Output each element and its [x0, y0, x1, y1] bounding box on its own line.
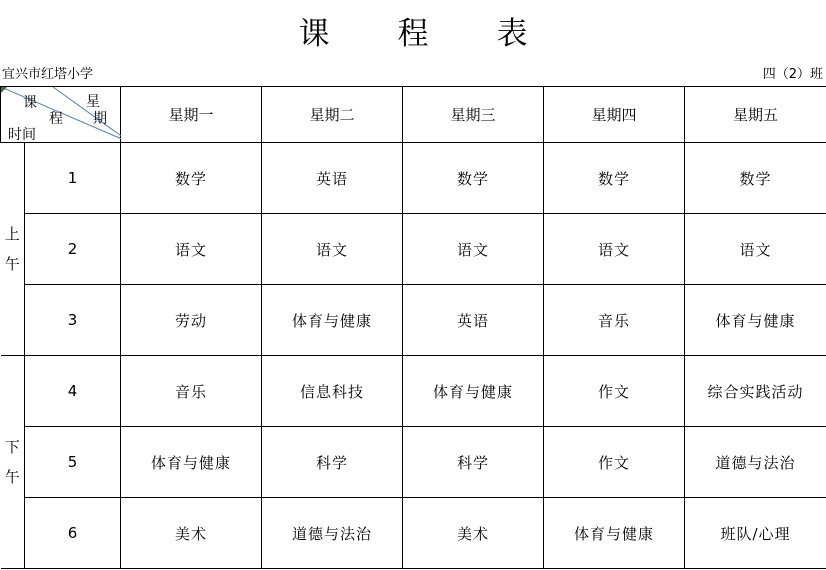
class-cell[interactable]: 语文	[544, 214, 685, 285]
period-number[interactable]: 4	[25, 356, 121, 427]
class-cell[interactable]: 道德与法治	[685, 427, 826, 498]
class-cell[interactable]: 数学	[685, 143, 826, 214]
class-cell[interactable]: 数学	[403, 143, 544, 214]
class-cell[interactable]: 体育与健康	[685, 285, 826, 356]
session-char: 上	[4, 225, 20, 243]
class-cell[interactable]: 数学	[544, 143, 685, 214]
class-cell[interactable]: 数学	[121, 143, 262, 214]
corner-weekday-char: 期	[93, 111, 107, 127]
class-cell[interactable]: 班队/心理	[685, 498, 826, 569]
session-afternoon[interactable]	[1, 356, 25, 569]
session-morning[interactable]	[1, 143, 25, 356]
session-char: 午	[4, 468, 20, 486]
class-cell[interactable]: 语文	[121, 214, 262, 285]
table-row	[1, 498, 826, 569]
class-cell[interactable]: 劳动	[121, 285, 262, 356]
table-row	[1, 143, 826, 214]
day-header-tue[interactable]: 星期二	[262, 87, 403, 143]
session-char: 下	[4, 438, 20, 456]
class-cell[interactable]: 科学	[403, 427, 544, 498]
class-cell[interactable]: 作文	[544, 427, 685, 498]
class-cell[interactable]: 英语	[262, 143, 403, 214]
title-char: 表	[496, 16, 528, 52]
table-row	[1, 285, 826, 356]
period-number[interactable]: 5	[25, 427, 121, 498]
corner-header-cell[interactable]	[1, 87, 121, 143]
timetable-title	[0, 8, 826, 53]
timetable-grid	[0, 86, 826, 569]
class-cell[interactable]: 综合实践活动	[685, 356, 826, 427]
class-cell[interactable]: 美术	[121, 498, 262, 569]
class-cell[interactable]: 语文	[403, 214, 544, 285]
class-cell[interactable]: 音乐	[121, 356, 262, 427]
class-cell[interactable]: 体育与健康	[544, 498, 685, 569]
school-name: 宜兴市红塔小学	[2, 67, 94, 82]
header-row	[1, 87, 826, 143]
period-number[interactable]: 2	[25, 214, 121, 285]
class-cell[interactable]: 音乐	[544, 285, 685, 356]
day-header-wed[interactable]: 星期三	[403, 87, 544, 143]
day-header-mon[interactable]: 星期一	[121, 87, 262, 143]
class-cell[interactable]: 科学	[262, 427, 403, 498]
class-cell[interactable]: 道德与法治	[262, 498, 403, 569]
period-number[interactable]: 1	[25, 143, 121, 214]
table-row	[1, 214, 826, 285]
corner-mark-icon	[1, 87, 7, 93]
class-cell[interactable]: 体育与健康	[262, 285, 403, 356]
corner-time-label: 时间	[8, 127, 36, 143]
class-cell[interactable]: 作文	[544, 356, 685, 427]
corner-weekday-char: 星	[86, 94, 100, 110]
period-number[interactable]: 6	[25, 498, 121, 569]
title-char: 课	[298, 16, 330, 52]
day-header-fri[interactable]: 星期五	[685, 87, 826, 143]
table-row	[1, 356, 826, 427]
table-row	[1, 427, 826, 498]
class-cell[interactable]: 语文	[262, 214, 403, 285]
title-char: 程	[397, 16, 429, 52]
class-cell[interactable]: 美术	[403, 498, 544, 569]
corner-course-char: 课	[23, 95, 37, 111]
class-cell[interactable]: 英语	[403, 285, 544, 356]
class-name: 四（2）班	[762, 67, 823, 82]
class-cell[interactable]: 体育与健康	[403, 356, 544, 427]
period-number[interactable]: 3	[25, 285, 121, 356]
session-char: 午	[4, 255, 20, 273]
class-cell[interactable]: 语文	[685, 214, 826, 285]
corner-course-char: 程	[49, 111, 63, 127]
class-cell[interactable]: 信息科技	[262, 356, 403, 427]
class-cell[interactable]: 体育与健康	[121, 427, 262, 498]
day-header-thu[interactable]: 星期四	[544, 87, 685, 143]
